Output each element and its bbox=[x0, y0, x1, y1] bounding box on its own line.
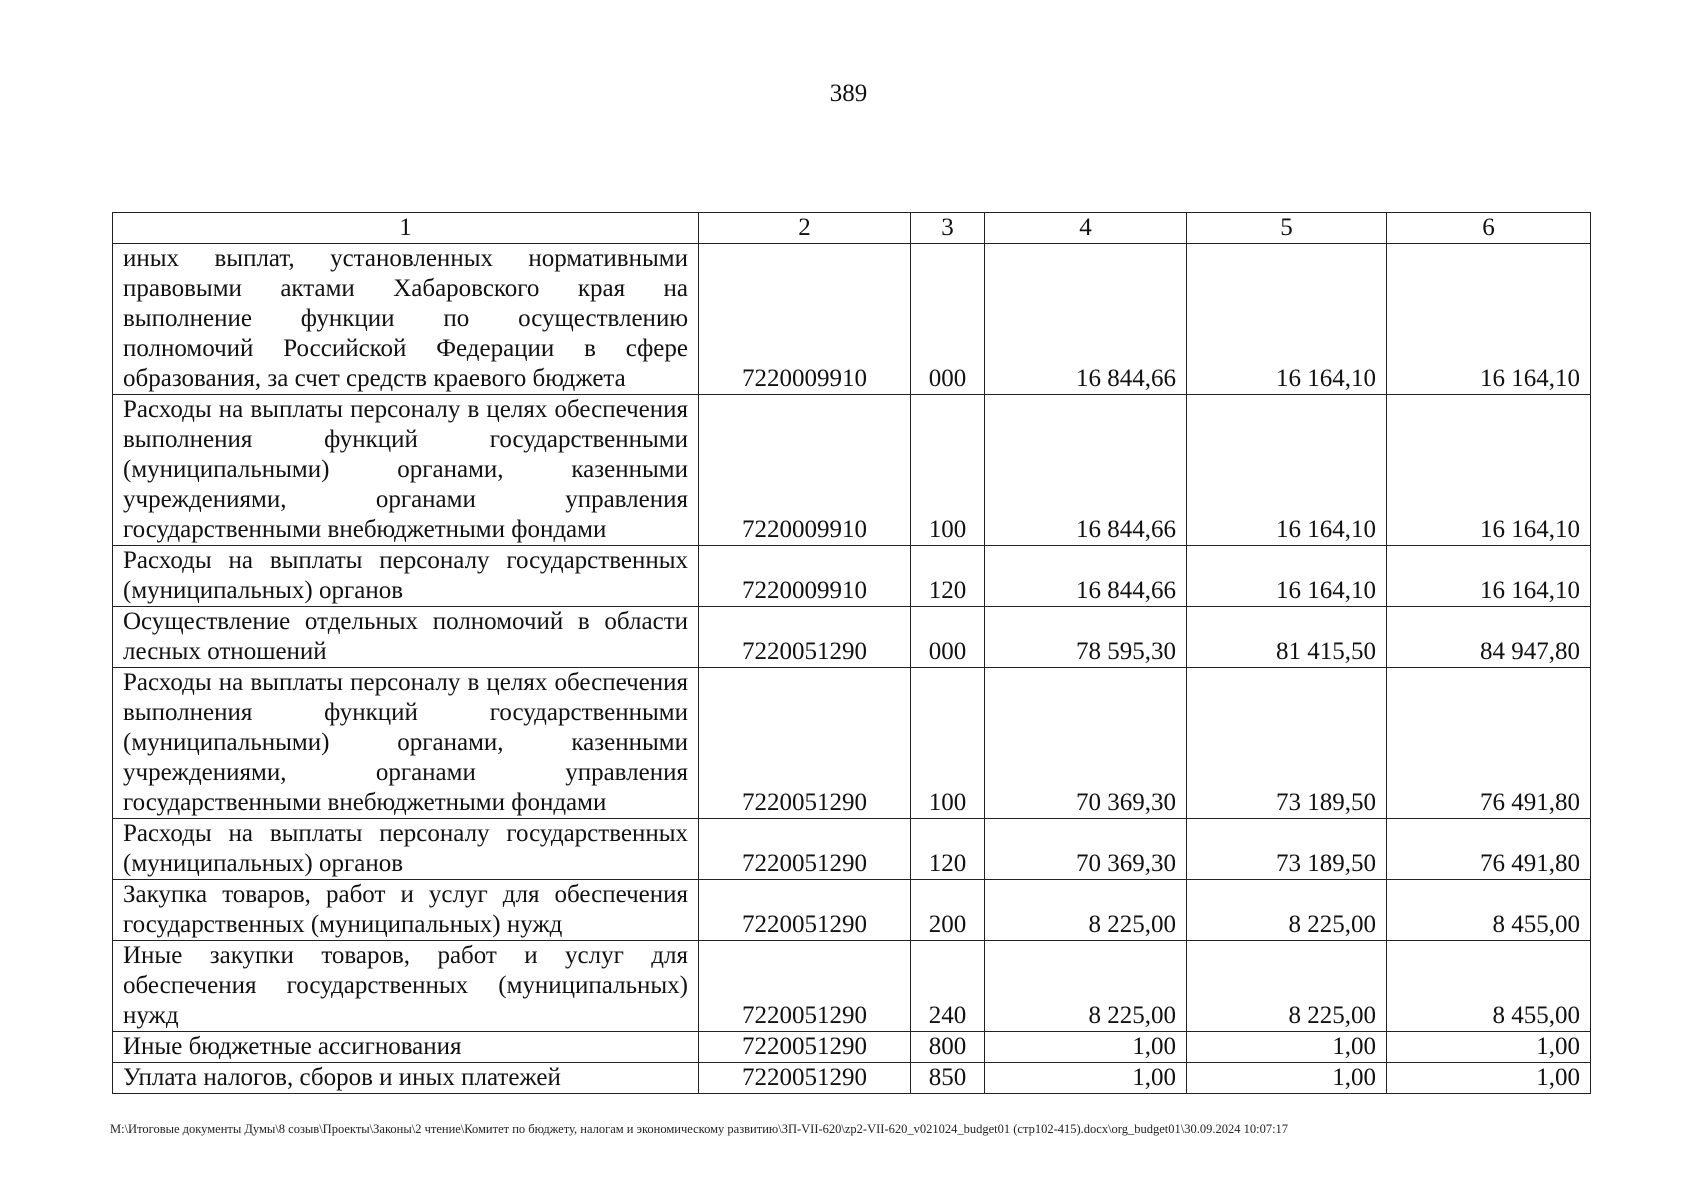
column-header: 4 bbox=[985, 213, 1187, 244]
amount-col-4: 16 844,66 bbox=[985, 546, 1187, 607]
row-description: Расходы на выплаты персоналу в целях обеспечения выполнения функций государственными (муниципальными) органами, казенными учреждениями, органами управления государственными внебюджетными фондами bbox=[113, 668, 699, 819]
expense-type-code: 100 bbox=[911, 395, 985, 546]
amount-col-6: 1,00 bbox=[1387, 1063, 1591, 1094]
amount-col-6: 84 947,80 bbox=[1387, 607, 1591, 668]
table-row bbox=[113, 395, 1591, 546]
amount-col-5: 1,00 bbox=[1187, 1063, 1387, 1094]
amount-col-4: 1,00 bbox=[985, 1063, 1187, 1094]
table-row bbox=[113, 244, 1591, 395]
table-row bbox=[113, 1032, 1591, 1063]
table-row bbox=[113, 668, 1591, 819]
target-article-code: 7220051290 bbox=[699, 668, 911, 819]
column-header: 3 bbox=[911, 213, 985, 244]
page-number: 389 bbox=[829, 80, 868, 107]
target-article-code: 7220051290 bbox=[699, 819, 911, 880]
target-article-code: 7220009910 bbox=[699, 244, 911, 395]
amount-col-5: 16 164,10 bbox=[1187, 546, 1387, 607]
amount-col-4: 8 225,00 bbox=[985, 880, 1187, 941]
row-description: Иные закупки товаров, работ и услуг для обеспечения государственных (муниципальных) нужд bbox=[113, 941, 699, 1032]
amount-col-5: 8 225,00 bbox=[1187, 880, 1387, 941]
row-description: Уплата налогов, сборов и иных платежей bbox=[113, 1063, 699, 1094]
expense-type-code: 000 bbox=[911, 607, 985, 668]
row-description: Расходы на выплаты персоналу государственных (муниципальных) органов bbox=[113, 546, 699, 607]
amount-col-4: 8 225,00 bbox=[985, 941, 1187, 1032]
expense-type-code: 800 bbox=[911, 1032, 985, 1063]
row-description: Расходы на выплаты персоналу государственных (муниципальных) органов bbox=[113, 819, 699, 880]
amount-col-6: 76 491,80 bbox=[1387, 819, 1591, 880]
column-header: 1 bbox=[113, 213, 699, 244]
amount-col-5: 16 164,10 bbox=[1187, 244, 1387, 395]
row-description: Расходы на выплаты персоналу в целях обеспечения выполнения функций государственными (муниципальными) органами, казенными учреждениями, органами управления государственными внебюджетными фондами bbox=[113, 395, 699, 546]
table-row bbox=[113, 546, 1591, 607]
row-description: иных выплат, установленных нормативными правовыми актами Хабаровского края на выполнение функции по осуществлению полномочий Российской Федерации в сфере образования, за счет средств краевого бюджета bbox=[113, 244, 699, 395]
amount-col-4: 78 595,30 bbox=[985, 607, 1187, 668]
amount-col-6: 16 164,10 bbox=[1387, 546, 1591, 607]
table-row bbox=[113, 880, 1591, 941]
target-article-code: 7220051290 bbox=[699, 941, 911, 1032]
amount-col-5: 16 164,10 bbox=[1187, 395, 1387, 546]
column-header: 5 bbox=[1187, 213, 1387, 244]
table-header-row bbox=[113, 213, 1591, 244]
expense-type-code: 120 bbox=[911, 819, 985, 880]
target-article-code: 7220009910 bbox=[699, 546, 911, 607]
expense-type-code: 200 bbox=[911, 880, 985, 941]
column-header: 6 bbox=[1387, 213, 1591, 244]
amount-col-4: 70 369,30 bbox=[985, 819, 1187, 880]
amount-col-5: 1,00 bbox=[1187, 1032, 1387, 1063]
expense-type-code: 240 bbox=[911, 941, 985, 1032]
amount-col-5: 73 189,50 bbox=[1187, 819, 1387, 880]
amount-col-4: 16 844,66 bbox=[985, 244, 1187, 395]
amount-col-6: 76 491,80 bbox=[1387, 668, 1591, 819]
table-row bbox=[113, 819, 1591, 880]
amount-col-6: 8 455,00 bbox=[1387, 880, 1591, 941]
expense-type-code: 850 bbox=[911, 1063, 985, 1094]
row-description: Иные бюджетные ассигнования bbox=[113, 1032, 699, 1063]
amount-col-6: 1,00 bbox=[1387, 1032, 1591, 1063]
expense-type-code: 120 bbox=[911, 546, 985, 607]
target-article-code: 7220051290 bbox=[699, 880, 911, 941]
amount-col-4: 16 844,66 bbox=[985, 395, 1187, 546]
file-path-footer: М:\Итоговые документы Думы\8 созыв\Проекты\Законы\2 чтение\Комитет по бюджету, налогам и экономическому развитию\ЗП-VII-620\zp2-VII-620_v021024_budget01 (стр102-415).docx\org_budget01\30.09.2024 10:07:17 bbox=[110, 1122, 1289, 1136]
amount-col-5: 8 225,00 bbox=[1187, 941, 1387, 1032]
expense-type-code: 000 bbox=[911, 244, 985, 395]
amount-col-6: 8 455,00 bbox=[1387, 941, 1591, 1032]
target-article-code: 7220051290 bbox=[699, 1063, 911, 1094]
budget-table bbox=[112, 212, 1591, 1094]
expense-type-code: 100 bbox=[911, 668, 985, 819]
target-article-code: 7220051290 bbox=[699, 607, 911, 668]
column-header: 2 bbox=[699, 213, 911, 244]
amount-col-6: 16 164,10 bbox=[1387, 244, 1591, 395]
table-row bbox=[113, 1063, 1591, 1094]
table-row bbox=[113, 941, 1591, 1032]
amount-col-5: 81 415,50 bbox=[1187, 607, 1387, 668]
target-article-code: 7220009910 bbox=[699, 395, 911, 546]
table-row bbox=[113, 607, 1591, 668]
amount-col-4: 1,00 bbox=[985, 1032, 1187, 1063]
target-article-code: 7220051290 bbox=[699, 1032, 911, 1063]
row-description: Осуществление отдельных полномочий в области лесных отношений bbox=[113, 607, 699, 668]
amount-col-4: 70 369,30 bbox=[985, 668, 1187, 819]
row-description: Закупка товаров, работ и услуг для обеспечения государственных (муниципальных) нужд bbox=[113, 880, 699, 941]
amount-col-5: 73 189,50 bbox=[1187, 668, 1387, 819]
amount-col-6: 16 164,10 bbox=[1387, 395, 1591, 546]
